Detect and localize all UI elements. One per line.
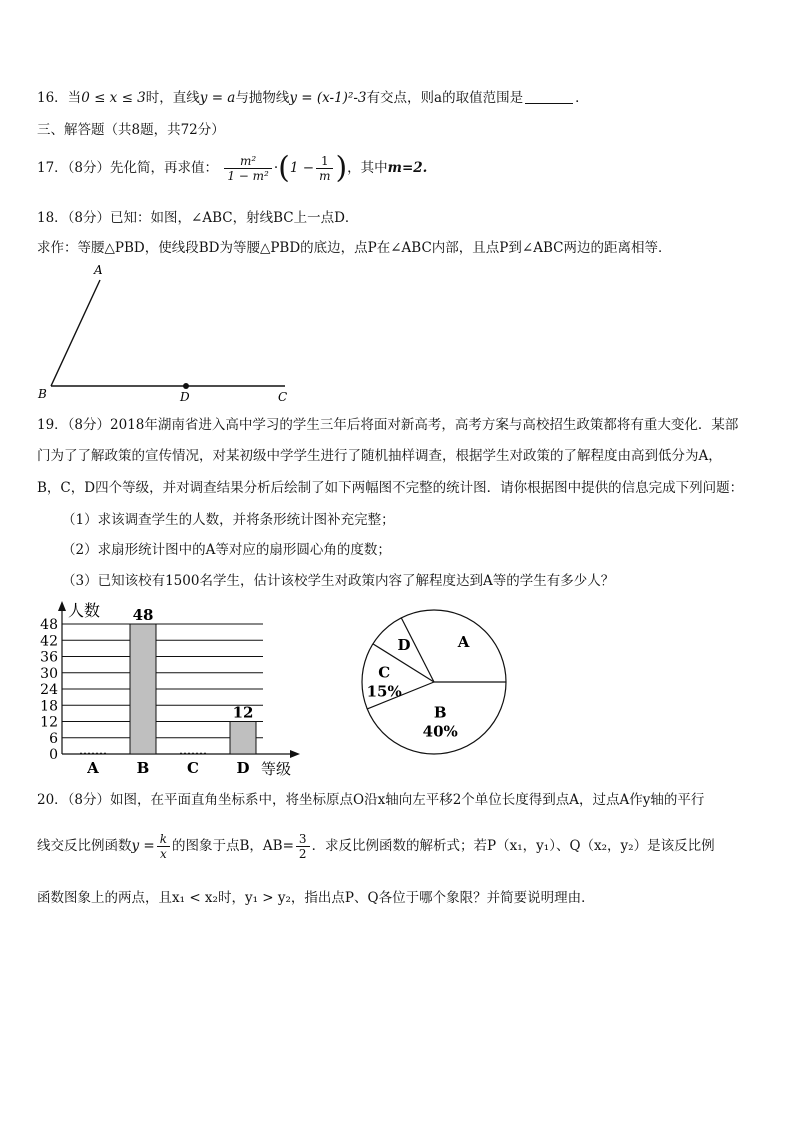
x-tick-label-B: B <box>136 759 150 777</box>
y-tick-label: 6 <box>49 730 58 747</box>
section-header: 三、解答题（共8题，共72分） <box>37 122 225 138</box>
q20-ab-fraction: $\frac{3}{2}$ <box>296 832 310 861</box>
label-A: A <box>94 263 103 277</box>
q20-line-3: 函数图象上的两点，且x₁ < x₂时，y₁ > y₂，指出点P、Q各位于哪个象限？并简要说明理由． <box>37 890 595 906</box>
y-tick-label: 24 <box>40 682 58 698</box>
label-C: C <box>278 390 288 402</box>
q19-line-3: B，C，D四个等级，并对调查结果分析后绘制了如下两幅图不完整的统计图．请你根据图中提供的信息完成下列问题： <box>37 480 744 496</box>
q16-line: 16．当0 ≤ x ≤ 3时，直线y = a与抛物线y = (x-1)²-3有交点，则a的取值范围是 ． <box>37 90 589 106</box>
y-tick-label: 30 <box>40 665 58 682</box>
slice-label-D: D <box>397 635 411 654</box>
slice-label-A: A <box>457 632 470 651</box>
q20-line-2: 线交反比例函数y = $\frac{k}{x}$ 的图象于点B，AB= $\frac{3}{2}$ ．求反比例函数的解析式；若P（x₁，y₁）、Q（x₂，y₂）是该反比例 <box>37 832 715 861</box>
slice-label-B: B <box>433 703 447 722</box>
q19-sub-1: （1）求该调查学生的人数，并将条形统计图补充完整； <box>62 512 395 528</box>
bar-B <box>130 624 156 754</box>
y-tick-label: 42 <box>40 633 58 650</box>
ray-BA <box>51 280 100 386</box>
y-tick-label: 0 <box>49 747 58 763</box>
q19-sub-3: （3）已知该校有1500名学生，估计该校学生对政策内容了解程度达到A等的学生有多少人？ <box>62 573 615 589</box>
q19-line-2: 门为了了解政策的宣传情况，对某初级中学学生进行了随机抽样调查，根据学生对政策的了解程度由高到低分为A， <box>37 448 722 464</box>
q17-line: 17．（8分）先化简，再求值： $\frac{\text{m²}}{\text{1 − m²}}$ ·(1 − $\frac{1}{m}$ )，其中m=2. <box>37 150 428 186</box>
slice-label-C: C <box>378 663 391 682</box>
q19-sub-2: （2）求扇形统计图中的A等对应的扇形圆心角的度数； <box>62 542 391 558</box>
q18-line-1: 18．（8分）已知：如图，∠ABC，射线BC上一点D． <box>37 210 359 226</box>
x-tick-label-C: C <box>187 759 199 777</box>
slice-percent-B: 40% <box>422 722 458 741</box>
y-axis-arrow <box>58 601 66 611</box>
pie-chart <box>356 602 516 762</box>
q17-fraction-1: $\frac{\text{m²}}{\text{1 − m²}}$ <box>224 154 272 183</box>
q16-line-eq: y = a <box>199 90 236 106</box>
x-axis-arrow <box>290 750 300 758</box>
data-label-D: 12 <box>232 703 254 722</box>
point-D <box>183 383 189 389</box>
y-axis-label: 人数 <box>68 601 101 620</box>
slice-percent-C: 15% <box>366 682 402 701</box>
q20-k-over-x: $\frac{k}{x}$ <box>157 832 170 861</box>
q19-line-1: 19．（8分）2018年湖南省进入高中学习的学生三年后将面对新高考，高考方案与高校招生政策都将有重大变化．某部 <box>37 417 739 433</box>
q18-line-2: 求作：等腰△PBD，使线段BD为等腰△PBD的底边，点P在∠ABC内部，且点P到∠ABC两边的距离相等． <box>37 240 672 256</box>
q17-fraction-2: $\frac{1}{m}$ <box>316 154 333 183</box>
answer-blank[interactable] <box>525 89 573 104</box>
q20-line-1: 20．（8分）如图，在平面直角坐标系中，将坐标原点O沿x轴向左平移2个单位长度得到点A，过点A作y轴的平行 <box>37 792 705 808</box>
q16-condition: 0 ≤ x ≤ 3 <box>81 90 146 106</box>
y-tick-label: 48 <box>40 617 58 633</box>
y-tick-label: 36 <box>40 649 58 666</box>
bar-D <box>230 722 256 755</box>
x-tick-label-A: A <box>87 759 99 777</box>
label-B: B <box>38 387 47 401</box>
x-axis-label: 等级 <box>261 760 292 778</box>
x-tick-label-D: D <box>236 759 250 777</box>
data-label-B: 48 <box>132 606 154 624</box>
label-D: D <box>180 390 190 402</box>
y-tick-label: 12 <box>40 714 58 731</box>
y-tick-label: 18 <box>40 698 58 715</box>
angle-figure <box>30 262 330 402</box>
bar-chart <box>30 596 330 781</box>
q16-parabola-eq: y = (x-1)²-3 <box>289 90 367 106</box>
